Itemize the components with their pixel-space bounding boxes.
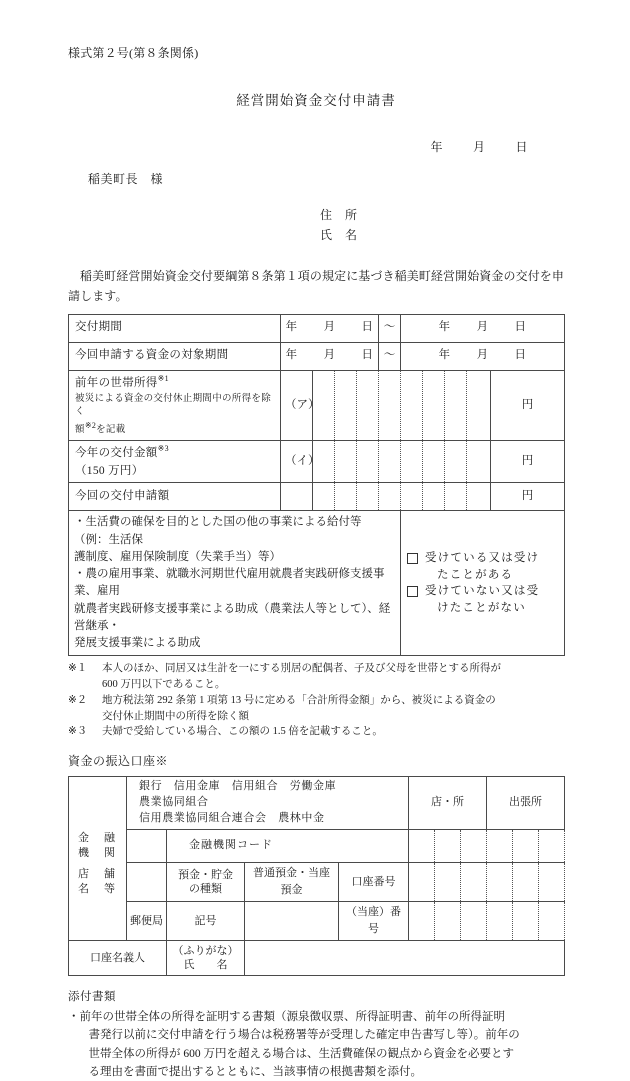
institution-label-line1: 金 融 — [78, 832, 117, 845]
institution-type-line2: 農業協同組合 — [139, 795, 209, 808]
account-number-digit-2[interactable] — [435, 863, 461, 902]
footnote-1-body — [102, 661, 564, 693]
other-benefits-note-3: ・農の雇用事業、就職氷河期世代雇用就農者実践研修支援事業、雇用 — [74, 568, 385, 598]
bank-account-table — [68, 776, 565, 977]
target-period-separator: ～ — [379, 342, 401, 370]
application-amount-digit-1[interactable] — [313, 483, 335, 511]
target-period-to-day: 日 — [514, 349, 527, 362]
target-period-from[interactable] — [281, 342, 379, 370]
symbol-input[interactable] — [245, 902, 339, 941]
current-number-digit-2[interactable] — [435, 902, 461, 941]
institution-code-digit-5[interactable] — [513, 829, 539, 863]
target-period-from-year: 年 — [285, 349, 298, 362]
grant-period-from-day: 日 — [361, 321, 374, 334]
application-amount-digit-6[interactable] — [423, 483, 445, 511]
symbol-label: 記号 — [167, 902, 245, 941]
post-office-label: 郵便局 — [127, 902, 167, 941]
account-number-label: 口座番号 — [339, 863, 409, 902]
attachment-line-4: る理由を書面で提出するとともに、当該事情の根拠書類を添付。 — [88, 1066, 422, 1078]
application-amount-digit-7[interactable] — [445, 483, 467, 511]
other-benefits-note-2: 護制度、雇用保険制度（失業手当）等） — [74, 550, 281, 563]
application-main-table — [68, 314, 565, 657]
institution-code-digit-6[interactable] — [539, 829, 565, 863]
prev-year-income-digit-7[interactable] — [445, 370, 467, 440]
account-number-digit-4[interactable] — [487, 863, 513, 902]
application-amount-digit-8[interactable] — [467, 483, 491, 511]
current-number-digit-1[interactable] — [409, 902, 435, 941]
attachments-section — [68, 988, 564, 1081]
grant-period-separator: ～ — [379, 314, 401, 342]
checkbox-label-not-received — [425, 583, 539, 616]
institution-type-line3: 信用農業協同組合連合会 農林中金 — [139, 811, 325, 824]
prev-year-income-label-sup: ※1 — [157, 373, 169, 383]
prev-year-income-digit-8[interactable] — [467, 370, 491, 440]
form-number: 様式第２号(第８条関係) — [68, 46, 199, 60]
prev-year-income-sub-a: 被災による資金の交付休止期間中の所得を除く — [75, 393, 272, 418]
date-month: 月 — [472, 139, 486, 154]
table-row-this-year-amount — [69, 440, 565, 482]
bank-spacer-cell-2 — [127, 863, 167, 902]
prev-year-income-sub-bc — [75, 420, 276, 438]
current-number-label: （当座）番号 — [339, 902, 409, 941]
branch-label: 店・所 — [409, 776, 487, 829]
table-row-grant-period — [69, 314, 565, 342]
account-number-digit-3[interactable] — [461, 863, 487, 902]
institution-label-mid2 — [69, 863, 127, 902]
this-year-amount-label-cell — [69, 440, 281, 482]
other-benefits-checkbox-group — [401, 511, 565, 656]
institution-label-top — [69, 776, 127, 829]
deposit-type-label-line2: の種類 — [189, 883, 222, 896]
prev-year-income-label-cell — [69, 370, 281, 440]
this-year-amount-note: （150 万円） — [75, 464, 144, 477]
checkbox-label-received-line1: 受けている又は受け — [425, 552, 540, 565]
footnote-3-body — [102, 724, 564, 740]
grant-period-to-year: 年 — [438, 321, 451, 334]
footnote-2-marker: ※２ — [68, 694, 88, 706]
institution-type-line1: 銀行 信用金庫 信用組合 労働金庫 — [139, 779, 337, 792]
target-period-to-year: 年 — [438, 349, 451, 362]
account-number-digit-5[interactable] — [513, 863, 539, 902]
addressee: 稲美町長 様 — [88, 172, 164, 187]
account-holder-name-input[interactable] — [245, 941, 565, 976]
footnote-2-line2: 交付休止期間中の所得を除く額 — [102, 710, 249, 722]
footnote-2 — [68, 693, 564, 725]
name-label: 氏 名 — [183, 959, 228, 972]
footnote-3-line1: 夫婦で受給している場合、この額の 1.5 倍を記載すること。 — [102, 726, 383, 738]
prev-year-income-digit-2[interactable] — [335, 370, 357, 440]
bank-section-title: 資金の振込口座※ — [68, 754, 169, 769]
document-title: 経営開始資金交付申請書 — [236, 92, 396, 108]
prev-year-income-sub-b-sup: ※2 — [84, 421, 97, 431]
checkbox-option-received[interactable] — [407, 550, 558, 583]
footnote-1-line2: 600 万円以下であること。 — [102, 679, 226, 691]
grant-period-from-year: 年 — [285, 321, 298, 334]
account-number-digit-6[interactable] — [539, 863, 565, 902]
target-period-from-day: 日 — [361, 349, 374, 362]
institution-code-label: 金融機関コード — [167, 829, 409, 863]
footnote-3-marker: ※３ — [68, 726, 88, 738]
other-benefits-notes — [69, 511, 401, 656]
current-number-digit-6[interactable] — [539, 902, 565, 941]
footnote-3 — [68, 724, 564, 740]
footnote-1-marker: ※１ — [68, 663, 88, 675]
other-benefits-note-5: 発展支援事業による助成 — [74, 637, 201, 650]
footnote-2-line1: 地方税法第 292 条第 1 項第 13 号に定める「合計所得金額」から、被災による資金の — [102, 694, 496, 706]
account-holder-name-label — [167, 941, 245, 976]
prev-year-income-digit-5[interactable] — [401, 370, 423, 440]
application-amount-digit-4[interactable] — [379, 483, 401, 511]
deposit-type-label-line1: 預金・貯金 — [178, 869, 233, 881]
institution-code-digit-1[interactable] — [409, 829, 435, 863]
grant-period-from[interactable] — [281, 314, 379, 342]
checkbox-option-not-received[interactable] — [407, 583, 558, 616]
applicant-address-label: 住 所 — [320, 207, 358, 222]
this-year-amount-label: 今年の交付金額 — [75, 446, 158, 459]
attachment-line-1: 前年の世帯全体の所得を証明する書類（源泉徴収票、所得証明書、前年の所得証明 — [79, 1010, 505, 1023]
other-benefits-note-4: 就農者実践研修支援事業による助成（農業法人等として）、経営継承・ — [74, 602, 391, 632]
current-number-digit-5[interactable] — [513, 902, 539, 941]
footnotes — [68, 661, 564, 740]
footnote-1 — [68, 661, 564, 693]
application-amount-digit-2[interactable] — [335, 483, 357, 511]
checkbox-label-received-line2: たことがある — [437, 568, 514, 581]
applicant-block — [68, 205, 564, 246]
institution-code-digit-3[interactable] — [461, 829, 487, 863]
grant-period-to-month: 月 — [476, 321, 489, 334]
institution-label-line4: 名 等 — [78, 883, 117, 896]
furigana-label: （ふりがな） — [172, 945, 239, 958]
prev-year-income-digit-3[interactable] — [357, 370, 379, 440]
checkbox-label-not-received-line2: けたことがない — [437, 602, 526, 615]
deposit-type-label — [167, 863, 245, 902]
bank-row-institution-types — [69, 776, 565, 829]
attachment-bullet: ・ — [68, 1010, 80, 1023]
this-year-amount-digit-6[interactable] — [423, 440, 445, 482]
applicant-name-label: 氏 名 — [320, 228, 358, 243]
lead-paragraph: 稲美町経営開始資金交付要綱第８条第１項の規定に基づき稲美町経営開始資金の交付を申請します。 — [68, 269, 565, 303]
institution-label-line2: 機 関 — [78, 846, 117, 859]
attachment-body — [80, 1008, 565, 1081]
account-number-digit-1[interactable] — [409, 863, 435, 902]
application-amount-marker — [281, 483, 313, 511]
institution-label-line3: 店 舗 — [78, 868, 117, 881]
current-number-digit-4[interactable] — [487, 902, 513, 941]
checkbox-icon-received[interactable] — [407, 553, 418, 564]
grant-period-to[interactable] — [401, 314, 565, 342]
attachment-line-3: 世帯全体の所得が 600 万円を超える場合は、生活費確保の観点から資金を必要とす — [88, 1047, 514, 1060]
other-benefits-note-1: ・生活費の確保を目的とした国の他の事業による給付等（例：生活保 — [74, 516, 362, 546]
institution-type-cell[interactable] — [127, 776, 409, 829]
prev-year-income-digit-4[interactable] — [379, 370, 401, 440]
account-holder-label: 口座名義人 — [69, 941, 167, 976]
this-year-amount-digit-3[interactable] — [357, 440, 379, 482]
table-row-other-benefits — [69, 511, 565, 656]
prev-year-income-label: 前年の世帯所得 — [75, 376, 158, 389]
target-period-to-month: 月 — [476, 349, 489, 362]
bank-row-deposit-type — [69, 863, 565, 902]
bank-row-post-office — [69, 902, 565, 941]
prev-year-income-marker: （ア） — [281, 370, 313, 440]
attachment-line-2: 書発行以前に交付申請を行う場合は税務署等が受理した確定申告書写し等）。前年の — [88, 1029, 520, 1042]
institution-label-mid1 — [69, 829, 127, 863]
grant-period-from-month: 月 — [323, 321, 336, 334]
checkbox-label-not-received-line1: 受けていない又は受 — [425, 585, 540, 598]
date-line — [68, 138, 564, 157]
prev-year-income-unit: 円 — [491, 370, 565, 440]
this-year-amount-digit-7[interactable] — [445, 440, 467, 482]
bank-row-account-holder — [69, 941, 565, 976]
institution-code-digit-4[interactable] — [487, 829, 513, 863]
this-year-amount-marker: （イ） — [281, 440, 313, 482]
checkbox-icon-not-received[interactable] — [407, 586, 418, 597]
attachment-item — [68, 1008, 564, 1081]
date-year: 年 — [430, 139, 443, 154]
footnote-2-body — [102, 693, 564, 725]
this-year-amount-digit-2[interactable] — [335, 440, 357, 482]
prev-year-income-sub-b: 額 — [75, 425, 85, 436]
application-amount-label: 今回の交付申請額 — [69, 483, 281, 511]
table-row-prev-year-income — [69, 370, 565, 440]
application-amount-unit: 円 — [491, 483, 565, 511]
institution-label-bottom — [69, 902, 127, 941]
footnote-1-line1: 本人のほか、同居又は生計を一にする別居の配偶者、子及び父母を世帯とする所得が — [102, 663, 501, 675]
bank-row-institution-code — [69, 829, 565, 863]
this-year-amount-unit: 円 — [491, 440, 565, 482]
bank-spacer-cell-1 — [127, 829, 167, 863]
this-year-amount-label-sup: ※3 — [157, 443, 169, 453]
checkbox-label-received — [425, 550, 539, 583]
this-year-amount-digit-8[interactable] — [467, 440, 491, 482]
prev-year-income-sub-c: を記載 — [96, 425, 126, 436]
application-amount-digit-3[interactable] — [357, 483, 379, 511]
date-day: 日 — [515, 139, 528, 154]
deposit-kinds[interactable]: 普通預金・当座預金 — [245, 863, 339, 902]
institution-code-digit-2[interactable] — [435, 829, 461, 863]
current-number-digit-3[interactable] — [461, 902, 487, 941]
table-row-application-amount — [69, 483, 565, 511]
prev-year-income-digit-6[interactable] — [423, 370, 445, 440]
grant-period-to-day: 日 — [514, 321, 527, 334]
this-year-amount-digit-4[interactable] — [379, 440, 401, 482]
target-period-label: 今回申請する資金の対象期間 — [69, 342, 281, 370]
grant-period-label: 交付期間 — [69, 314, 281, 342]
attachments-heading: 添付書類 — [68, 991, 116, 1004]
table-row-target-period — [69, 342, 565, 370]
target-period-to[interactable] — [401, 342, 565, 370]
application-amount-digit-5[interactable] — [401, 483, 423, 511]
this-year-amount-digit-5[interactable] — [401, 440, 423, 482]
branch-office-label: 出張所 — [487, 776, 565, 829]
target-period-from-month: 月 — [323, 349, 336, 362]
